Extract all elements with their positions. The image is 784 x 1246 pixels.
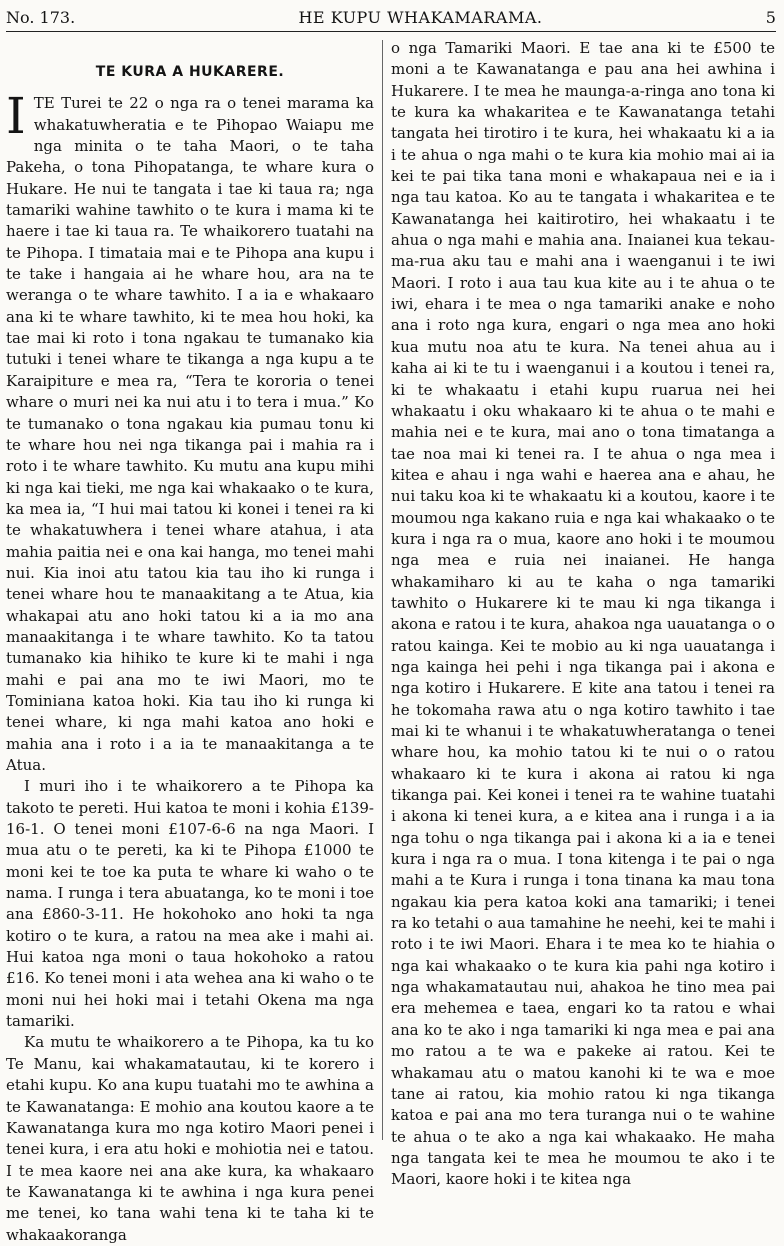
article-paragraph: I muri iho i te whaikorero a te Pihopa ka takoto te pereti. Hui katoa te moni i kohia £139-16-1. O tenei moni £107-6-6 na nga Maori. I mua atu o te pereti, ka ki te Pihopa £1000 te moni kei te toe ka puta te whare ki waho o te nama. I runga i tera abuatanga, ko te moni i toe ana £860-3-11. He hokohoko ano hoki ta nga kotiro o te kura, a ratou na mea ake i mahi ai. Hui katoa nga moni o taua hokohoko a ratou £16. Ko tenei moni i ata wehea ana ki waho o te moni nui hei hoki mai i tetahi Okena ma nga tamariki. (6, 777, 374, 1031)
article-paragraph: Ka mutu te whaikorero a te Pihopa, ka tu ko Te Manu, kai whakamatautau, ki te korero i etahi kupu. Ko ana kupu tuatahi mo te awhina a te Kawanatanga: E mohio ana koutou kaore a te Kawanatanga kura mo nga kotiro Maori penei i tenei kura, i era atu hoki e mohiotia nei e tatou. I te mea kaore nei ana ake kura, ka whakaaro te Kawanatanga ki te awhina i nga kura penei me tenei, ko tana wahi tena ki te taha ki te whakaakoranga (6, 1033, 374, 1244)
article-title: TE KURA A HUKARERE. (95, 64, 285, 80)
issue-number: No. 173. (6, 7, 76, 27)
right-column (391, 38, 775, 1189)
page-number: 5 (765, 7, 776, 27)
drop-cap: I (6, 87, 26, 146)
publication-title: HE KUPU WHAKAMARAMA. (298, 7, 543, 27)
page-header (6, 4, 776, 30)
paragraph-text: TE Turei te 22 o nga ra o tenei marama ka whakatuwheratia e te Pihopao Waiapu me nga minita o te taha Maori, o te taha Pakeha, o tona Pihopatanga, te whare kura o Hukare. He nui te tangata i tae ki taua ra; nga tamariki wahine tawhito o te kura i mama ki te haere i tae ki taua ra. Te whaikorero tuatahi na te Pihopa. I timataia mai e te Pihopa ana kupu i te take i hangaia ai he whare hou, ara na te weranga o te whare tawhito. I a ia e whakaaro ana ki te whare tawhito, ki te mea hou hoki, ka tae mai ki roto i tona ngakau te tumanako kia tutuki i tenei whare te tikanga a nga kupu a te Karaipiture e mea ra, “Tera te kororia o tenei whare o muri nei ka nui atu i to tera i mua.” Ko te tumanako o tona ngakau kia pumau tonu ki te whare hou nei nga tikanga pai i mahia ra i roto i te whare tawhito. Ku mutu ana kupu mihi ki nga kai tieki, me nga kai whakaako o te kura, ka mea ia, “I hui mai tatou ki konei i tenei ra ki te whakatuwhera i tenei whare atahua, i ata mahia paitia nei e ona kai hanga, mo tenei mahi nui. Kia inoi atu tatou kia tau iho ki runga i tenei whare hou te manaakitang a te Atua, kia whakapai atu ano hoki tatou ki a ia mo ana manaakitanga i te whare tawhito. Ko ta tatou tumanako kia hihiko te kure ki te mahi i nga mahi e pai ana mo te iwi Maori, mo te Tominiana katoa hoki. Kia tau iho ki runga ki tenei whare, ki nga mahi katoa ano hoki e mahia ana i roto i a ia te manaakitanga a te Atua. (6, 94, 374, 774)
left-column (6, 38, 374, 1244)
column-divider (382, 40, 383, 1140)
article-paragraph: o nga Tamariki Maori. E tae ana ki te £500 te moni a te Kawanatanga e pau ana hei awhina i Hukarere. I te mea he maunga-a-ringa ano tona ki te kura ka whakaritea e te Kawanatanga tetahi tangata hei tirotiro i te kura, hei whakaatu ki a ia i te ahua o nga mahi o te kura kia mohio mai ai ia kei te pai tika tana moni e whakapaua nei e ia i nga tau katoa. Ko au te tangata i whakaritea e te Kawanatanga hei kaitirotiro, hei whakaatu i te ahua o nga mahi e mahia ana. Inaianei kua tekau-ma-rua aku tau e mahi ana i waenganui i te iwi Maori. I roto i aua tau kua kite au i te ahua o te iwi, ehara i te mea o nga tamariki anake e noho ana i roto nga kura, engari o nga mea ano hoki kua mutu noa atu te kura. Na tenei ahua au i kaha ai ki te tu i waenganui i a koutou i tenei ra, ki te whakaatu i etahi kupu ruarua nei hei whakaatu i oku whakaaro ki te ahua o te mahi e mahia nei e te kura, mai ano o tona timatanga a tae noa mai ki tenei ra. I te ahua o nga mea i kitea e ahau i nga wahi e haerea ana e ahau, he nui taku koa ki te whakaatu ki a koutou, kaore i te moumou nga kakano ruia e nga kai whakaako o te kura i nga ra o mua, kaore ano hoki i te moumou nga mea e ruia nei inaianei. He hanga whakamiharo ki au te kaha o nga tamariki tawhito o Hukarere ki te mau ki nga tikanga i akona e ratou i te kura, ahakoa nga uauatanga o o ratou kainga. Kei te mobio au ki nga uauatanga i nga kainga hei pehi i nga tikanga pai i akona e nga kotiro i Hukarere. E kite ana tatou i tenei ra he tokomaha rawa atu o nga kotiro tawhito i tae mai ki te whanui i te whakatuwheratanga o tenei whare hou, ka mohio tatou ki te nui o o ratou whakaaro ki te kura i akona ai ratou ki nga tikanga pai. Kei konei i tenei ra te wahine tuatahi i akona ki tenei kura, a e kitea ana i runga i a ia nga tohu o nga tikanga pai i akona ki a ia e tenei kura i nga ra o mua. I tona kitenga i te pai o nga mahi a te Kura i runga i tona tinana ka mau tona ngakau kia pera katoa koki ana tamariki; i tenei ra ko tetahi o aua tamahine he neehi, kei te mahi i roto i te iwi Maori. Ehara i te mea ko te hiahia o nga kai whakaako o te kura kia pahi nga kotiro i nga whakamatautau nui, ahakoa he tino mea pai era mehemea e taea, engari ko ta ratou e whai ana ko te ako i nga tamariki ki nga mea e pai ana mo ratou a te wa e pakeke ai ratou. Kei te whakamau atu o matou kanohi ki te wa e moe tane ai ratou, kia mohio ratou ki nga tikanga katoa e pai ana mo tera turanga nui o te wahine te ahua o te ako a nga kai whakaako. He maha nga tangata kei te mea he moumou te ako i te Maori, kaore hoki i te kitea nga (391, 39, 775, 1189)
article-paragraph (6, 87, 374, 776)
header-rule (6, 31, 776, 32)
